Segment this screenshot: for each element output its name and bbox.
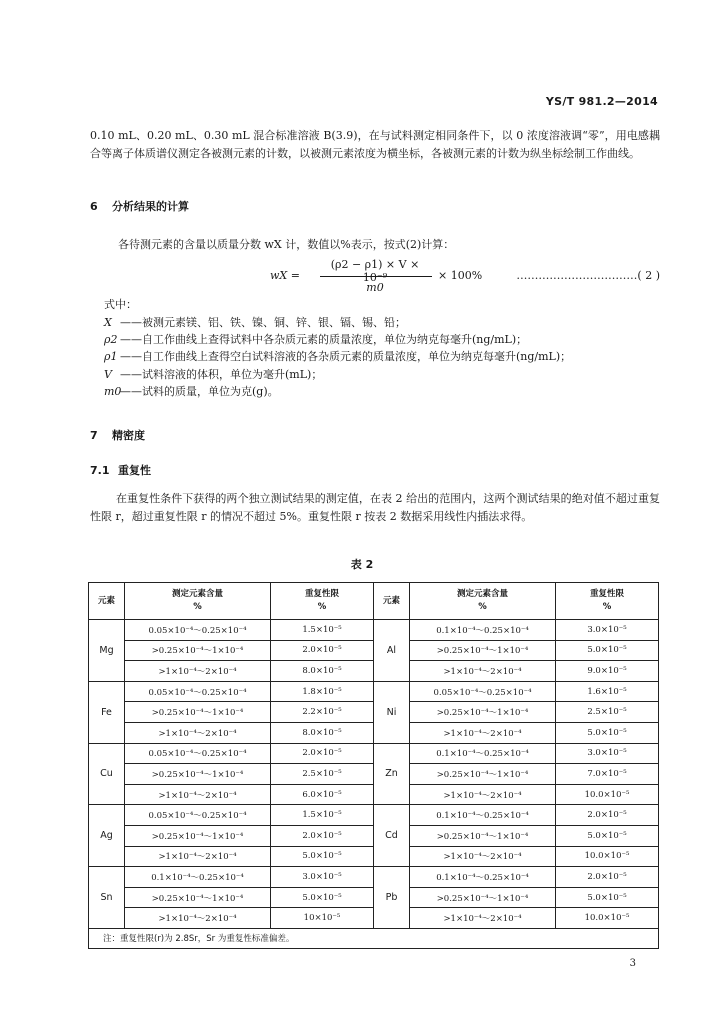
element-cell: Sn [89,867,125,929]
content-range-cell: >1×10⁻⁴～2×10⁻⁴ [125,784,271,805]
repeatability-limit-cell: 2.0×10⁻⁵ [271,743,374,764]
section-number: 7 [90,429,98,442]
content-range-cell: >0.25×10⁻⁴～1×10⁻⁴ [125,702,271,723]
repeatability-limit-cell: 10.0×10⁻⁵ [556,846,659,867]
table-title: 表 2 [350,558,374,571]
section-number: 7.1 [90,464,110,477]
formula-denominator: m0 [366,281,384,294]
content-range-cell: >1×10⁻⁴～2×10⁻⁴ [410,846,556,867]
section-7-1-paragraph: 在重复性条件下获得的两个独立测试结果的测定值，在表 2 给出的范围内，这两个测试结果的绝对值不超过重复性限 r，超过重复性限 r 的情况不超过 5%。重复性限 r 按表 2 数据采用线性内插法求得。 [90,492,660,523]
section-6-heading [90,198,189,214]
repeatability-limit-cell: 2.2×10⁻⁵ [271,702,374,723]
table-header-row [89,583,659,620]
element-cell: Cu [89,743,125,805]
table-row [89,867,659,888]
content-range-cell: >0.25×10⁻⁴～1×10⁻⁴ [125,825,271,846]
repeatability-table [88,582,659,949]
repeatability-limit-cell: 6.0×10⁻⁵ [271,784,374,805]
equation-number: ……………………………( 2 ) [516,269,660,282]
legend-text: ——被测元素镁、铝、铁、镍、铜、锌、银、镉、锡、铅； [120,316,406,329]
legend-item [104,366,664,383]
header-content: 测定元素含量 % [125,583,271,620]
repeatability-limit-cell: 8.0×10⁻⁵ [271,661,374,682]
repeatability-limit-cell: 1.6×10⁻⁵ [556,681,659,702]
content-range-cell: >1×10⁻⁴～2×10⁻⁴ [410,722,556,743]
repeatability-limit-cell: 5.0×10⁻⁵ [556,640,659,661]
repeatability-limit-cell: 2.5×10⁻⁵ [271,764,374,785]
content-range-cell: 0.1×10⁻⁴～0.25×10⁻⁴ [410,743,556,764]
content-range-cell: >0.25×10⁻⁴～1×10⁻⁴ [410,887,556,908]
section-6-paragraph: 各待测元素的含量以质量分数 wX 计，数值以%表示，按式(2)计算： [118,238,455,251]
content-range-cell: >0.25×10⁻⁴～1×10⁻⁴ [125,887,271,908]
content-range-cell: >0.25×10⁻⁴～1×10⁻⁴ [410,640,556,661]
repeatability-limit-cell: 2.0×10⁻⁵ [271,640,374,661]
legend-symbol: X [104,316,112,329]
element-cell: Ni [374,681,410,743]
repeatability-limit-cell: 10×10⁻⁵ [271,908,374,929]
element-cell: Zn [374,743,410,805]
legend-text: ——自工作曲线上查得试料中各杂质元素的质量浓度，单位为纳克每毫升(ng/mL)； [120,333,528,347]
content-range-cell: 0.05×10⁻⁴～0.25×10⁻⁴ [125,620,271,641]
repeatability-limit-cell: 5.0×10⁻⁵ [271,887,374,908]
legend-title: 式中： [104,298,137,311]
standard-id: YS/T 981.2—2014 [545,95,658,108]
legend-symbol: V [104,367,112,381]
intro-paragraph: 0.10 mL、0.20 mL、0.30 mL 混合标准溶液 B(3.9)，在与试料测定相同条件下，以 0 浓度溶液调“零”，用电感耦合等离子体质谱仪测定各被测元素的计数，以被测元素浓度为横坐标，各被测元素的计数为纵坐标绘制工作曲线。 [90,129,660,160]
table-note: 注：重复性限(r)为 2.8Sr，Sr 为重复性标准偏差。 [89,928,659,948]
repeatability-limit-cell: 5.0×10⁻⁵ [556,825,659,846]
section-7-heading [90,427,145,443]
formula-lhs: wX = [270,269,300,282]
element-cell: Al [374,620,410,682]
repeatability-limit-cell: 1.5×10⁻⁵ [271,805,374,826]
content-range-cell: >1×10⁻⁴～2×10⁻⁴ [125,846,271,867]
formula-tail: × 100% [438,269,483,282]
content-range-cell: >1×10⁻⁴～2×10⁻⁴ [125,908,271,929]
header-content: 测定元素含量 % [410,583,556,620]
table-note-row [89,928,659,948]
repeatability-limit-cell: 7.0×10⁻⁵ [556,764,659,785]
header-limit: 重复性限 % [556,583,659,620]
legend-text: ——自工作曲线上查得空白试料溶液的各杂质元素的质量浓度，单位为纳克每毫升(ng/mL)； [120,350,572,364]
section-title: 精密度 [112,429,145,442]
table-row [89,743,659,764]
table-row [89,681,659,702]
section-title: 分析结果的计算 [112,200,189,213]
content-range-cell: 0.05×10⁻⁴～0.25×10⁻⁴ [410,681,556,702]
legend-text: ——试料的质量，单位为克(g)。 [120,384,279,398]
repeatability-limit-cell: 2.0×10⁻⁵ [556,867,659,888]
content-range-cell: >0.25×10⁻⁴～1×10⁻⁴ [125,640,271,661]
symbol-legend [104,314,664,400]
element-cell: Pb [374,867,410,929]
content-range-cell: 0.1×10⁻⁴～0.25×10⁻⁴ [410,867,556,888]
content-range-cell: >1×10⁻⁴～2×10⁻⁴ [125,722,271,743]
content-range-cell: >1×10⁻⁴～2×10⁻⁴ [125,661,271,682]
repeatability-limit-cell: 8.0×10⁻⁵ [271,722,374,743]
content-range-cell: >1×10⁻⁴～2×10⁻⁴ [410,784,556,805]
formula-2 [270,256,660,296]
content-range-cell: >1×10⁻⁴～2×10⁻⁴ [410,908,556,929]
content-range-cell: >0.25×10⁻⁴～1×10⁻⁴ [410,825,556,846]
header-element: 元素 [89,583,125,620]
table-row [89,805,659,826]
repeatability-limit-cell: 10.0×10⁻⁵ [556,908,659,929]
section-title: 重复性 [118,464,151,477]
element-cell: Cd [374,805,410,867]
content-range-cell: 0.05×10⁻⁴～0.25×10⁻⁴ [125,743,271,764]
element-cell: Fe [89,681,125,743]
repeatability-limit-cell: 5.0×10⁻⁵ [271,846,374,867]
content-range-cell: 0.05×10⁻⁴～0.25×10⁻⁴ [125,681,271,702]
element-cell: Mg [89,620,125,682]
repeatability-limit-cell: 3.0×10⁻⁵ [271,867,374,888]
element-cell: Ag [89,805,125,867]
content-range-cell: 0.1×10⁻⁴～0.25×10⁻⁴ [125,867,271,888]
legend-item [104,348,664,365]
content-range-cell: >0.25×10⁻⁴～1×10⁻⁴ [410,764,556,785]
content-range-cell: 0.1×10⁻⁴～0.25×10⁻⁴ [410,620,556,641]
repeatability-limit-cell: 9.0×10⁻⁵ [556,661,659,682]
repeatability-limit-cell: 2.0×10⁻⁵ [271,825,374,846]
section-7-1-heading [90,462,151,478]
content-range-cell: 0.05×10⁻⁴～0.25×10⁻⁴ [125,805,271,826]
page-number: 3 [629,958,636,969]
legend-text: ——试料溶液的体积，单位为毫升(mL)； [120,367,323,381]
repeatability-limit-cell: 3.0×10⁻⁵ [556,620,659,641]
repeatability-limit-cell: 5.0×10⁻⁵ [556,887,659,908]
legend-item [104,383,664,400]
section-number: 6 [90,200,98,213]
content-range-cell: >0.25×10⁻⁴～1×10⁻⁴ [410,702,556,723]
repeatability-limit-cell: 2.0×10⁻⁵ [556,805,659,826]
repeatability-limit-cell: 10.0×10⁻⁵ [556,784,659,805]
legend-symbol: ρ1 [104,350,118,364]
repeatability-limit-cell: 3.0×10⁻⁵ [556,743,659,764]
repeatability-limit-cell: 1.5×10⁻⁵ [271,620,374,641]
content-range-cell: >0.25×10⁻⁴～1×10⁻⁴ [125,764,271,785]
formula-numerator: (ρ2 − ρ1) × V × 10⁻⁹ [330,258,420,284]
table-row [89,620,659,641]
legend-item [104,314,664,331]
legend-symbol: m0 [104,384,122,398]
repeatability-limit-cell: 5.0×10⁻⁵ [556,722,659,743]
fraction-bar [320,276,432,277]
repeatability-limit-cell: 2.5×10⁻⁵ [556,702,659,723]
legend-symbol: ρ2 [104,333,118,347]
content-range-cell: >1×10⁻⁴～2×10⁻⁴ [410,661,556,682]
content-range-cell: 0.1×10⁻⁴～0.25×10⁻⁴ [410,805,556,826]
repeatability-limit-cell: 1.8×10⁻⁵ [271,681,374,702]
legend-item [104,331,664,348]
header-element: 元素 [374,583,410,620]
header-limit: 重复性限 % [271,583,374,620]
